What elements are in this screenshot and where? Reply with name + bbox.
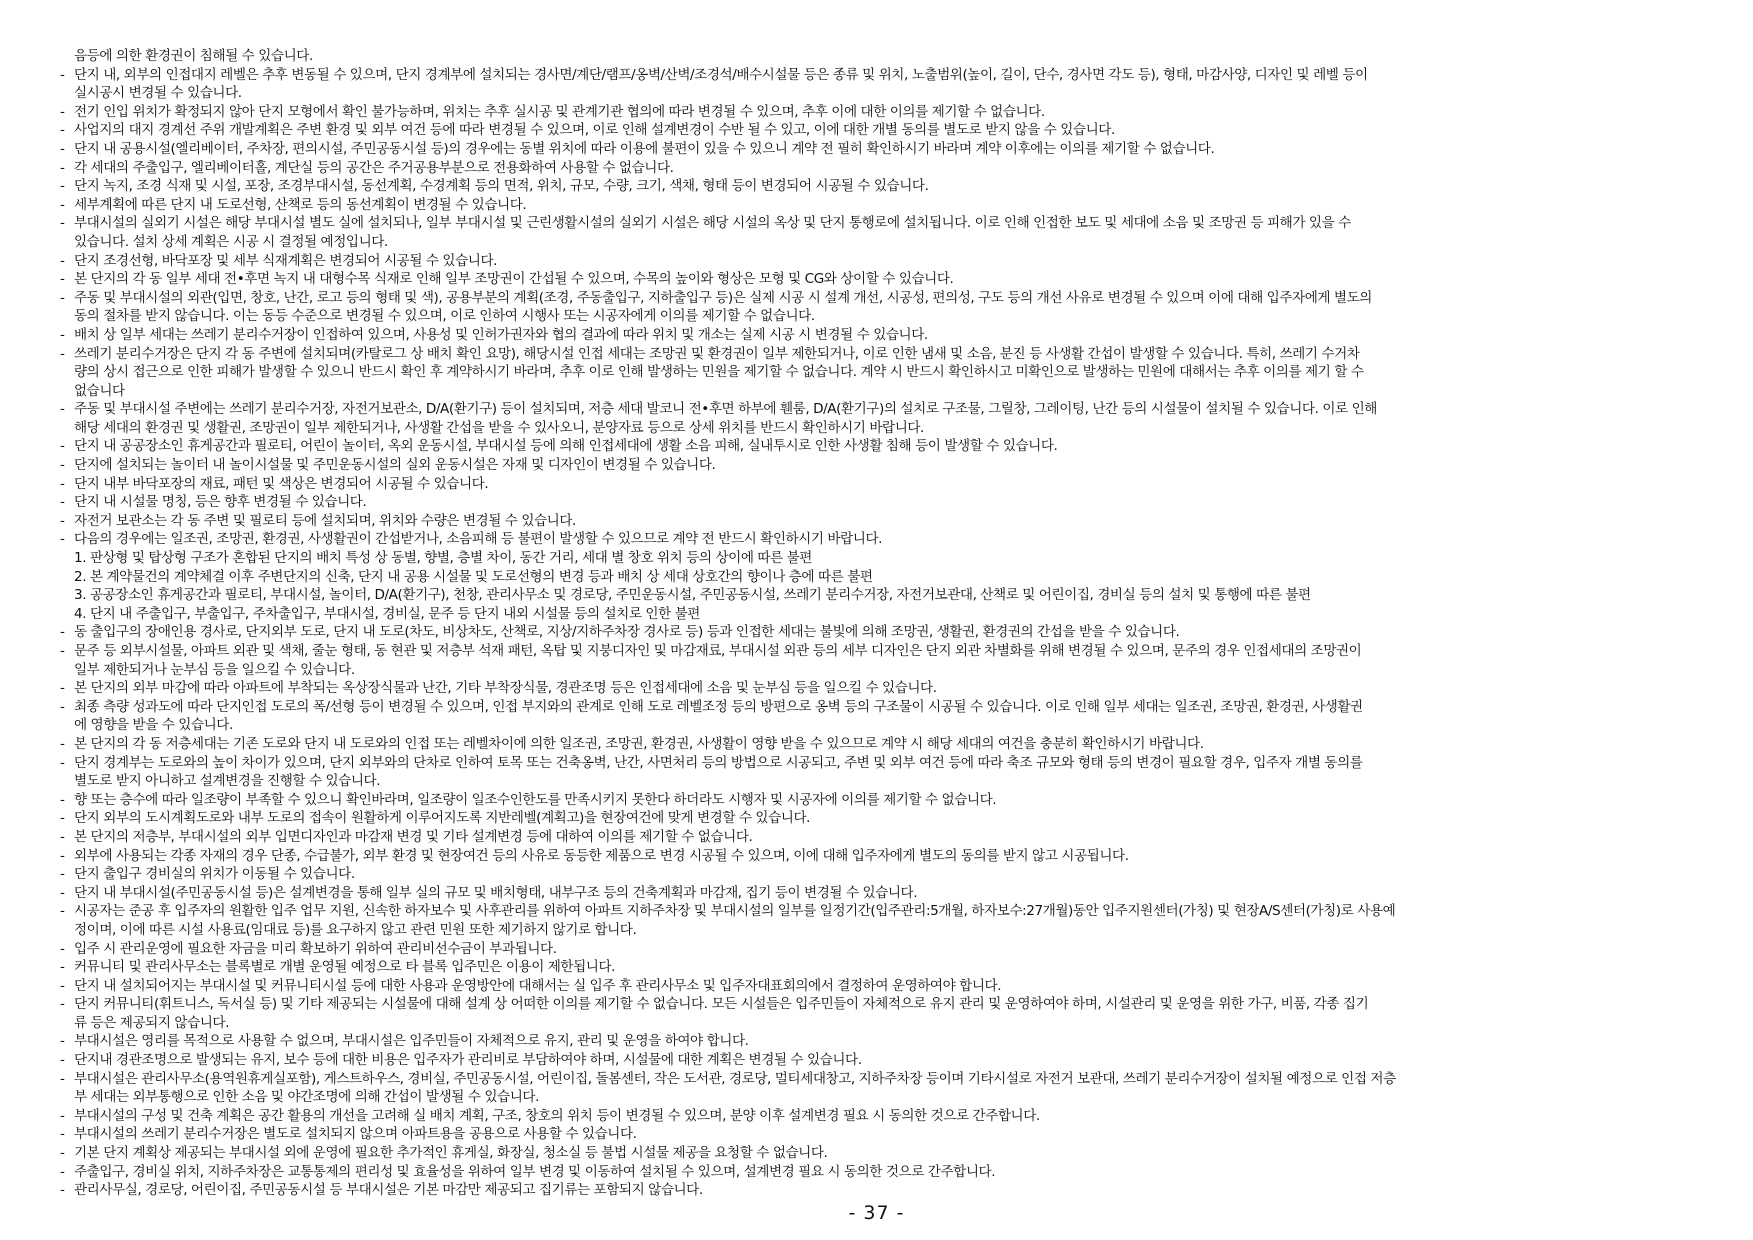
line-text: 주동 및 부대시설 주변에는 쓰레기 분리수거장, 자전거보관소, D/A(환기구) 등이 설치되며, 저층 세대 발코니 전•후면 하부에 휀룸, D/A(환기구)의 설치로 구조물, 그릴창, 그레이팅, 난간 등의 시설물이 설치될 수 있습니다. 이로 인해	[74, 401, 1377, 418]
continuation-line	[60, 549, 1706, 568]
bullet-marker	[60, 84, 74, 103]
bullet-marker	[60, 419, 74, 438]
bullet-item	[60, 995, 1706, 1014]
bullet-item	[60, 345, 1706, 364]
continuation-line	[60, 363, 1706, 382]
bullet-item	[60, 1032, 1706, 1051]
bullet-item	[60, 1144, 1706, 1163]
bullet-marker	[60, 363, 74, 382]
line-text: 세부계획에 따른 단지 내 도로선형, 산책로 등의 동선계획이 변경될 수 있습니다.	[74, 196, 527, 213]
bullet-marker: -	[60, 828, 65, 845]
continuation-line	[60, 382, 1706, 401]
continuation-line	[60, 1088, 1706, 1107]
continuation-line	[60, 84, 1706, 103]
bullet-item	[60, 977, 1706, 996]
line-text: 다음의 경우에는 일조권, 조망권, 환경권, 사생활권이 간섭받거나, 소음피해 등 불편이 발생할 수 있으므로 계약 전 반드시 확인하시기 바랍니다.	[74, 531, 883, 548]
line-text: 최종 측량 성과도에 따라 단지인접 도로의 폭/선형 등이 변경될 수 있으며, 인접 부지와의 관계로 인해 도로 레벨조정 등의 방편으로 옹벽 등의 구조물이 시공될 수 있습니다. 이로 인해 일부 세대는 일조권, 조망권, 환경권, 사생활권	[74, 698, 1363, 715]
line-text: 부대시설의 쓰레기 분리수거장은 별도로 설치되지 않으며 아파트용을 공용으로 사용할 수 있습니다.	[74, 1126, 637, 1143]
line-text: 사업지의 대지 경계선 주위 개발계획은 주변 환경 및 외부 여건 등에 따라 변경될 수 있으며, 이로 인해 설계변경이 수반 될 수 있고, 이에 대한 개별 동의를 별도로 받지 않을 수 있습니다.	[74, 122, 1115, 139]
bullet-marker: -	[60, 884, 65, 901]
bullet-item	[60, 958, 1706, 977]
line-text: 본 단지의 각 동 일부 세대 전•후면 녹지 내 대형수목 식재로 인해 일부 조망권이 간섭될 수 있으며, 수목의 높이와 형상은 모형 및 CG와 상이할 수 있습니다.	[74, 271, 954, 288]
bullet-marker	[60, 1088, 74, 1107]
line-text: 향 또는 층수에 따라 일조량이 부족할 수 있으니 확인바라며, 일조량이 일조수인한도를 만족시키지 못한다 하더라도 시행자 및 시공자에 이의를 제기할 수 없습니다.	[74, 791, 997, 808]
bullet-marker: -	[60, 252, 65, 269]
bullet-marker: -	[60, 289, 65, 306]
bullet-item	[60, 66, 1706, 85]
bullet-item	[60, 512, 1706, 531]
line-text: 본 단지의 외부 마감에 따라 아파트에 부착되는 옥상장식물과 난간, 기타 부착장식물, 경관조명 등은 인접세대에 소음 및 눈부심 등을 일으킬 수 있습니다.	[74, 680, 937, 697]
bullet-item	[60, 270, 1706, 289]
bullet-item	[60, 865, 1706, 884]
line-text: 단지에 설치되는 놀이터 내 놀이시설물 및 주민운동시설의 실외 운동시설은 자재 및 디자인이 변경될 수 있습니다.	[74, 457, 716, 474]
bullet-marker: -	[60, 903, 65, 920]
page-number: - 37 -	[848, 1202, 905, 1224]
bullet-marker: -	[60, 643, 65, 659]
bullet-marker	[60, 549, 74, 568]
bullet-marker: -	[60, 1163, 65, 1180]
line-text: 1. 판상형 및 탑상형 구조가 혼합된 단지의 배치 특성 상 동별, 향별, 층별 차이, 동간 거리, 세대 별 창호 위치 등의 상이에 따른 불편	[74, 550, 812, 567]
bullet-marker	[60, 1014, 74, 1033]
line-text: 쓰레기 분리수거장은 단지 각 동 주변에 설치되며(카탈로그 상 배치 확인 요망), 해당시설 인접 세대는 조망권 및 환경권이 일부 제한되거나, 이로 인한 냄새 및 소음, 분진 등 사생활 간섭이 발생할 수 있습니다. 특히, 쓰레기 수거차	[74, 345, 1360, 362]
bullet-marker: -	[60, 103, 65, 120]
bullet-marker: -	[60, 401, 65, 418]
continuation-line	[60, 233, 1706, 252]
continuation-line	[60, 568, 1706, 587]
bullet-marker: -	[60, 866, 65, 883]
bullet-item	[60, 791, 1706, 810]
bullet-item	[60, 252, 1706, 271]
line-text: 단지 내부 바닥포장의 재료, 패턴 및 색상은 변경되어 시공될 수 있습니다.	[74, 475, 489, 492]
line-text: 량의 상시 접근으로 인한 피해가 발생할 수 있으니 반드시 확인 후 계약하시기 바라며, 추후 이로 인해 발생하는 민원을 제기할 수 없습니다. 계약 시 반드시 확인하시고 미확인으로 발생하는 민원에 대해서는 추후 이의를 제기 할 수	[74, 364, 1364, 381]
line-text: 단지 내 공공장소인 휴게공간과 필로티, 어린이 놀이터, 옥외 운동시설, 부대시설 등에 의해 인접세대에 생활 소음 피해, 실내투시로 인한 사생활 침해 등이 발생할 수 있습니다.	[74, 438, 1058, 455]
line-text: 단지 커뮤니티(휘트니스, 독서실 등) 및 기타 제공되는 시설물에 대해 설계 상 어떠한 이의를 제기할 수 없습니다. 모든 시설들은 입주민들이 자체적으로 유지 관리 및 운영하여야 하며, 시설관리 및 운영을 위한 가구, 비품, 각종 집기	[74, 996, 1369, 1013]
line-text: 본 단지의 저층부, 부대시설의 외부 입면디자인과 마감재 변경 및 기타 설계변경 등에 대하여 이의를 제기할 수 없습니다.	[74, 828, 753, 845]
bullet-marker	[60, 661, 74, 680]
line-text: 시공자는 준공 후 입주자의 원활한 입주 업무 지원, 신속한 하자보수 및 사후관리를 위하여 아파트 지하주차장 및 부대시설의 일부를 일정기간(입주관리:5개월, 하자보수:27개월)동안 입주지원센터(가칭) 및 현장A/S센터(가칭)로 사용예	[74, 903, 1396, 920]
bullet-item	[60, 828, 1706, 847]
bullet-item	[60, 326, 1706, 345]
continuation-line	[60, 716, 1706, 735]
bullet-item	[60, 121, 1706, 140]
bullet-item	[60, 642, 1706, 661]
line-text: 실시공시 변경될 수 있습니다.	[74, 85, 242, 102]
bullet-item	[60, 698, 1706, 717]
bullet-item	[60, 456, 1706, 475]
bullet-item	[60, 754, 1706, 773]
bullet-marker	[60, 382, 74, 401]
line-text: 동의 절차를 받지 않습니다. 이는 동등 수준으로 변경될 수 있으며, 이로 인하여 시행사 또는 시공자에게 이의를 제기할 수 없습니다.	[74, 308, 815, 325]
bullet-marker	[60, 716, 74, 735]
line-text: 전기 인입 위치가 확정되지 않아 단지 모형에서 확인 불가능하며, 위치는 추후 실시공 및 관계기관 협의에 따라 변경될 수 있으며, 추후 이에 대한 이의를 제기할 수 없습니다.	[74, 103, 1045, 120]
bullet-marker: -	[60, 1126, 65, 1143]
bullet-marker: -	[60, 271, 65, 288]
bullet-marker: -	[60, 1033, 65, 1050]
line-text: 부대시설의 구성 및 건축 계획은 공간 활용의 개선을 고려해 실 배치 계획, 구조, 창호의 위치 등이 변경될 수 있으며, 분양 이후 설계변경 필요 시 동의한 것으로 간주합니다.	[74, 1107, 1040, 1124]
bullet-marker: -	[60, 624, 65, 641]
bullet-item	[60, 103, 1706, 122]
bullet-item	[60, 1051, 1706, 1070]
line-text: 에 영향을 받을 수 있습니다.	[74, 717, 233, 734]
bullet-item	[60, 902, 1706, 921]
bullet-marker	[60, 568, 74, 587]
bullet-item	[60, 475, 1706, 494]
bullet-marker: -	[60, 512, 65, 529]
bullet-marker: -	[60, 159, 65, 176]
bullet-marker	[60, 47, 74, 66]
bullet-marker: -	[60, 735, 65, 752]
line-text: 관리사무실, 경로당, 어린이집, 주민공동시설 등 부대시설은 기본 마감만 제공되고 집기류는 포함되지 않습니다.	[74, 1182, 703, 1199]
line-text: 단지 내 설치되어지는 부대시설 및 커뮤니티시설 등에 대한 사용과 운영방안에 대해서는 실 입주 후 관리사무소 및 입주자대표회의에서 결정하여 운영하여야 합니다.	[74, 977, 1002, 994]
line-text: 배치 상 일부 세대는 쓰레기 분리수거장이 인접하여 있으며, 사용성 및 인허가권자와 협의 결과에 따라 위치 및 개소는 실제 시공 시 변경될 수 있습니다.	[74, 326, 928, 343]
bullet-marker: -	[60, 494, 65, 511]
line-text: 일부 제한되거나 눈부심 등을 일으킬 수 있습니다.	[74, 661, 355, 678]
bullet-item	[60, 847, 1706, 866]
bullet-marker: -	[60, 457, 65, 474]
line-text: 부대시설의 실외기 시설은 해당 부대시설 별도 실에 설치되나, 일부 부대시설 및 근린생활시설의 실외기 시설은 해당 시설의 옥상 및 단지 통행로에 설치됩니다. 이로 인해 인접한 보도 및 세대에 소음 및 조망권 등 피해가 있을 수	[74, 215, 1351, 232]
bullet-marker: -	[60, 345, 65, 362]
bullet-marker: -	[60, 475, 65, 492]
line-text: 단지 외부의 도시계획도로와 내부 도로의 접속이 원활하게 이루어지도록 지반레벨(계획고)을 현장여건에 맞게 변경할 수 있습니다.	[74, 810, 811, 827]
bullet-item	[60, 1163, 1706, 1182]
bullet-item	[60, 437, 1706, 456]
continuation-line	[60, 419, 1706, 438]
bullet-marker: -	[60, 959, 65, 976]
bullet-item	[60, 140, 1706, 159]
bullet-item	[60, 530, 1706, 549]
line-text: 단지내 경관조명으로 발생되는 유지, 보수 등에 대한 비용은 입주자가 관리비로 부담하여야 하며, 시설물에 대한 계획은 변경될 수 있습니다.	[74, 1052, 862, 1069]
bullet-marker	[60, 586, 74, 605]
continuation-line	[60, 661, 1706, 680]
line-text: 음등에 의한 환경권이 침해될 수 있습니다.	[74, 48, 313, 64]
continuation-line	[60, 307, 1706, 326]
line-text: 류 등은 제공되지 않습니다.	[74, 1014, 229, 1031]
line-text: 자전거 보관소는 각 동 주변 및 필로티 등에 설치되며, 위치와 수량은 변경될 수 있습니다.	[74, 512, 576, 529]
line-text: 단지 내 부대시설(주민공동시설 등)은 설계변경을 통해 일부 실의 규모 및 배치형태, 내부구조 등의 건축계획과 마감재, 집기 등이 변경될 수 있습니다.	[74, 884, 918, 901]
line-text: 각 세대의 주출입구, 엘리베이터홀, 계단실 등의 공간은 주거공용부분으로 전용화하여 사용할 수 없습니다.	[74, 159, 674, 176]
continuation-line	[60, 921, 1706, 940]
line-text: 단지 출입구 경비실의 위치가 이동될 수 있습니다.	[74, 866, 355, 883]
bullet-marker: -	[60, 847, 65, 864]
line-text: 동 출입구의 장애인용 경사로, 단지외부 도로, 단지 내 도로(차도, 비상차도, 산책로, 지상/지하주차장 경사로 등) 등과 인접한 세대는 불빛에 의해 조망권, 생활권, 환경권의 간섭을 받을 수 있습니다.	[74, 624, 1180, 641]
line-text: 문주 등 외부시설물, 아파트 외관 및 색채, 줄눈 형태, 동 현관 및 저층부 석재 패턴, 옥탑 및 지붕디자인 및 마감재료, 부대시설 외관 등의 세부 디자인은 단지 외관 차별화를 위해 변경될 수 있으며, 문주의 경우 인접세대의 조망권이	[74, 643, 1362, 659]
line-text: 단지 조경선형, 바닥포장 및 세부 식재계획은 변경되어 시공될 수 있습니다.	[74, 252, 498, 269]
line-text: 단지 내 공용시설(엘리베이터, 주차장, 편의시설, 주민공동시설 등)의 경우에는 동별 위치에 따라 이용에 불편이 있을 수 있으니 계약 전 필히 확인하시기 바라며 계약 이후에는 이의를 제기할 수 없습니다.	[74, 140, 1215, 157]
line-text: 3. 공공장소인 휴게공간과 필로티, 부대시설, 놀이터, D/A(환기구), 천창, 관리사무소 및 경로당, 주민운동시설, 주민공동시설, 쓰레기 분리수거장, 자전거보관대, 산책로 및 어린이집, 경비실 등의 설치 및 통행에 따른 불편	[74, 587, 1311, 604]
line-text: 해당 세대의 환경권 및 생활권, 조망권이 일부 제한되거나, 사생활 간섭을 받을 수 있사오니, 분양자료 등으로 상세 위치를 반드시 확인하시기 바랍니다.	[74, 419, 924, 436]
continuation-line	[60, 1014, 1706, 1033]
line-text: 별도로 받지 아니하고 설계변경을 진행할 수 있습니다.	[74, 773, 381, 790]
line-text: 2. 본 계약물건의 계약체결 이후 주변단지의 신축, 단지 내 공용 시설물 및 도로선형의 변경 등과 배치 상 세대 상호간의 향이나 층에 따른 불편	[74, 568, 873, 585]
line-text: 본 단지의 각 동 저층세대는 기존 도로와 단지 내 도로와의 인접 또는 레벨차이에 의한 일조권, 조망권, 환경권, 사생활이 영향 받을 수 있으므로 계약 시 해당 세대의 여건을 충분히 확인하시기 바랍니다.	[74, 735, 1204, 752]
bullet-item	[60, 1107, 1706, 1126]
bullet-marker: -	[60, 810, 65, 827]
line-text: 주출입구, 경비실 위치, 지하주차장은 교통통제의 편리성 및 효율성을 위하여 일부 변경 및 이동하여 설치될 수 있으며, 설계변경 필요 시 동의한 것으로 간주합니다.	[74, 1163, 996, 1180]
bullet-marker	[60, 921, 74, 940]
line-text: 입주 시 관리운영에 필요한 자금을 미리 확보하기 위하여 관리비선수금이 부과됩니다.	[74, 940, 557, 957]
bullet-marker: -	[60, 1052, 65, 1069]
bullet-marker: -	[60, 215, 65, 232]
line-text: 커뮤니티 및 관리사무소는 블록별로 개별 운영될 예정으로 타 블록 입주민은 이용이 제한됩니다.	[74, 959, 616, 976]
bullet-marker: -	[60, 698, 65, 715]
line-text: 부대시설은 관리사무소(용역원휴게실포함), 게스트하우스, 경비실, 주민공동시설, 어린이집, 돌봄센터, 작은 도서관, 경로당, 멀티세대창고, 지하주차장 등이며 기타시설로 자전거 보관대, 쓰레기 분리수거장이 설치될 예정으로 인접 저층	[74, 1070, 1396, 1087]
line-text: 없습니다	[74, 382, 125, 399]
bullet-item	[60, 289, 1706, 308]
bullet-marker: -	[60, 977, 65, 994]
line-text: 주동 및 부대시설의 외관(입면, 창호, 난간, 로고 등의 형태 및 색), 공용부분의 계획(조경, 주동출입구, 지하출입구 등)은 실제 시공 시 설계 개선, 시공성, 편의성, 구도 등의 개선 사유로 변경될 수 있으며 이에 대해 입주자에게 별도의	[74, 289, 1372, 306]
bullet-marker: -	[60, 326, 65, 343]
bullet-item	[60, 196, 1706, 215]
bullet-marker: -	[60, 122, 65, 139]
line-text: 기본 단지 계획상 제공되는 부대시설 외에 운영에 필요한 추가적인 휴게실, 화장실, 청소실 등 불법 시설물 제공을 요청할 수 없습니다.	[74, 1145, 828, 1162]
line-text: 단지 내, 외부의 인접대지 레벨은 추후 변동될 수 있으며, 단지 경계부에 설치되는 경사면/계단/램프/옹벽/산벽/조경석/배수시설물 등은 종류 및 위치, 노출범위(높이, 길이, 단수, 경사면 각도 등), 형태, 마감사양, 디자인 및 레벨 등이	[74, 66, 1368, 83]
line-text: 부대시설은 영리를 목적으로 사용할 수 없으며, 부대시설은 입주민들이 자체적으로 유지, 관리 및 운영을 하여야 합니다.	[74, 1033, 749, 1050]
bullet-marker: -	[60, 680, 65, 697]
continuation-line	[60, 47, 1706, 66]
bullet-marker	[60, 772, 74, 791]
bullet-marker: -	[60, 66, 65, 83]
bullet-item	[60, 809, 1706, 828]
bullet-marker: -	[60, 438, 65, 455]
bullet-marker: -	[60, 1145, 65, 1162]
bullet-item	[60, 940, 1706, 959]
continuation-line	[60, 586, 1706, 605]
bullet-marker: -	[60, 996, 65, 1013]
bullet-marker: -	[60, 196, 65, 213]
line-text: 외부에 사용되는 각종 자재의 경우 단종, 수급불가, 외부 환경 및 현장여건 등의 사유로 동등한 제품으로 변경 시공될 수 있으며, 이에 대해 입주자에게 별도의 동의를 받지 않고 시공됩니다.	[74, 847, 1129, 864]
bullet-marker: -	[60, 531, 65, 548]
bullet-item	[60, 159, 1706, 178]
bullet-item	[60, 679, 1706, 698]
bullet-marker: -	[60, 1107, 65, 1124]
bullet-item	[60, 493, 1706, 512]
bullet-marker: -	[60, 791, 65, 808]
line-text: 부 세대는 외부통행으로 인한 소음 및 야간조명에 의해 간섭이 발생될 수 있습니다.	[74, 1089, 539, 1106]
bullet-item	[60, 1181, 1706, 1200]
bullet-marker	[60, 233, 74, 252]
bullet-marker: -	[60, 178, 65, 195]
line-text: 있습니다. 설치 상세 계획은 시공 시 결정될 예정입니다.	[74, 233, 388, 250]
bullet-item	[60, 884, 1706, 903]
bullet-marker: -	[60, 754, 65, 771]
line-text: 단지 내 시설물 명칭, 등은 향후 변경될 수 있습니다.	[74, 494, 367, 511]
bullet-item	[60, 400, 1706, 419]
bullet-marker: -	[60, 1070, 65, 1087]
bullet-marker: -	[60, 140, 65, 157]
bullet-item	[60, 1070, 1706, 1089]
line-text: 정이며, 이에 따른 시설 사용료(임대료 등)를 요구하지 않고 관련 민원 또한 제기하지 않기로 합니다.	[74, 921, 637, 938]
line-text: 4. 단지 내 주출입구, 부출입구, 주차출입구, 부대시설, 경비실, 문주 등 단지 내외 시설물 등의 설치로 인한 불편	[74, 605, 700, 622]
bullet-item	[60, 214, 1706, 233]
notice-text-block	[60, 47, 1706, 1200]
bullet-marker: -	[60, 940, 65, 957]
bullet-item	[60, 735, 1706, 754]
line-text: 단지 경계부는 도로와의 높이 차이가 있으며, 단지 외부와의 단차로 인하여 토목 또는 건축옹벽, 난간, 사면처리 등의 방법으로 시공되고, 주변 및 외부 여건 등에 따라 축조 규모와 형태 등의 변경이 필요할 경우, 입주자 개별 동의를	[74, 754, 1363, 771]
line-text: 단지 녹지, 조경 식재 및 시설, 포장, 조경부대시설, 동선계획, 수경계획 등의 면적, 위치, 규모, 수량, 크기, 색채, 형태 등이 변경되어 시공될 수 있습니다.	[74, 178, 929, 195]
bullet-marker	[60, 605, 74, 624]
bullet-item	[60, 1125, 1706, 1144]
bullet-item	[60, 177, 1706, 196]
bullet-marker	[60, 307, 74, 326]
continuation-line	[60, 605, 1706, 624]
bullet-item	[60, 623, 1706, 642]
bullet-marker: -	[60, 1182, 65, 1199]
continuation-line	[60, 772, 1706, 791]
